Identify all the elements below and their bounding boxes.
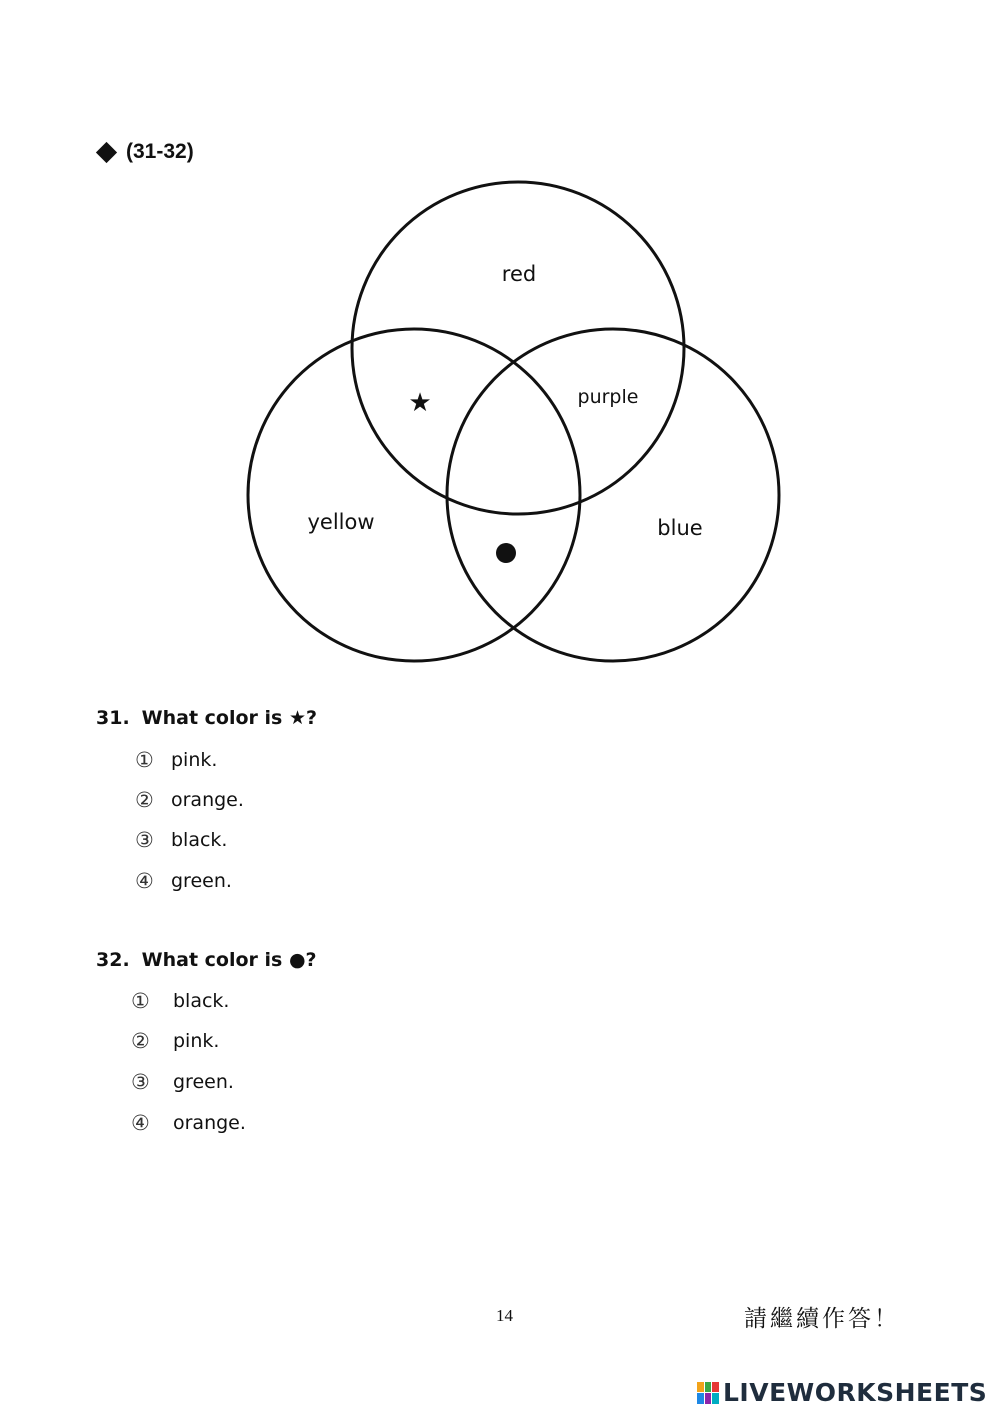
option-number: ③ (131, 1070, 150, 1094)
label-blue: blue (657, 516, 703, 540)
option-text: green. (173, 1071, 234, 1093)
section-range: (31-32) (126, 140, 194, 163)
logo-tile (697, 1393, 704, 1404)
option-32-2[interactable] (131, 1029, 219, 1053)
option-text: orange. (171, 789, 244, 811)
page-number: 14 (496, 1306, 513, 1325)
liveworksheets-logo-icon (697, 1382, 719, 1404)
label-purple: purple (577, 386, 639, 408)
question-32 (96, 949, 317, 971)
option-text: green. (171, 870, 232, 892)
option-number: ② (135, 788, 154, 812)
option-text: orange. (173, 1112, 246, 1134)
option-text: pink. (173, 1030, 220, 1052)
circle-yellow (248, 329, 580, 661)
option-text: pink. (171, 749, 218, 771)
option-number: ④ (135, 869, 154, 893)
circle-red (352, 182, 684, 514)
option-number: ① (131, 989, 150, 1013)
option-31-1[interactable] (135, 748, 217, 772)
logo-tile (712, 1382, 719, 1393)
circle-blue (447, 329, 779, 661)
question-prompt: What color is ●? (141, 949, 317, 971)
label-yellow: yellow (307, 510, 375, 534)
liveworksheets-logo[interactable] (697, 1378, 987, 1407)
option-32-1[interactable] (131, 989, 229, 1013)
logo-tile (697, 1382, 704, 1393)
option-text: black. (173, 990, 230, 1012)
option-32-3[interactable] (131, 1070, 234, 1094)
logo-tile (705, 1382, 712, 1393)
question-number: 31. (96, 707, 130, 729)
star-icon: ★ (408, 388, 432, 418)
option-number: ② (131, 1029, 150, 1053)
question-prompt: What color is ★? (141, 707, 318, 729)
option-number: ③ (135, 828, 154, 852)
label-red: red (501, 262, 537, 286)
option-number: ① (135, 748, 154, 772)
option-31-3[interactable] (135, 828, 227, 852)
question-31 (96, 707, 317, 729)
option-31-2[interactable] (135, 788, 244, 812)
option-31-4[interactable] (135, 869, 232, 893)
dot-icon (496, 543, 516, 563)
continue-text: 請繼續作答！ (744, 1306, 900, 1332)
logo-tile (705, 1393, 712, 1404)
option-text: black. (171, 829, 228, 851)
question-number: 32. (96, 949, 130, 971)
venn-diagram (0, 0, 1000, 700)
option-32-4[interactable] (131, 1111, 246, 1135)
logo-tile (712, 1393, 719, 1404)
brand-name: LIVEWORKSHEETS (723, 1378, 988, 1407)
option-number: ④ (131, 1111, 150, 1135)
